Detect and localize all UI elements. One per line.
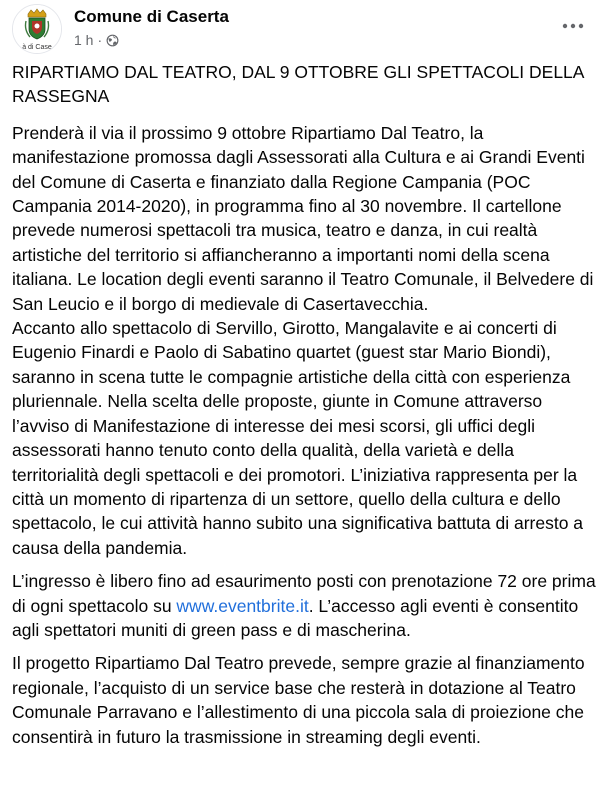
paragraph-3-text-before: L’ingresso è libero fino ad esaurimento posti con prenotazione 72 ore prima di ogni spettacolo su xyxy=(12,571,596,616)
paragraph-3-text-after: . L’accesso agli eventi è consentito agli spettatori muniti di green pass e di mascherina. xyxy=(12,595,579,640)
post-content xyxy=(12,60,597,749)
post-time[interactable]: 1 h xyxy=(74,32,94,48)
coat-of-arms-logo xyxy=(13,5,61,53)
page-name[interactable]: Comune di Caserta xyxy=(74,7,229,26)
globe-icon xyxy=(106,34,119,47)
post-paragraph-1: Prenderà il via il prossimo 9 ottobre Ripartiamo Dal Teatro, la manifestazione promossa dagli Assessorati alla Cultura e ai Grandi Eventi del Comune di Caserta e finanziato dalla Regione Campania (POC Campania 2014-2020), in programma fino al 30 novembre. Il cartellone prevede numerosi spettacoli tra musica, teatro e danza, in cui realtà artistiche del territorio si affiancheranno a importanti nomi della scena italiana. Le location degli eventi saranno il Teatro Comunale, il Belvedere di San Leucio e il borgo di medievale di Casertavecchia. xyxy=(12,122,594,314)
post-title: RIPARTIAMO DAL TEATRO, DAL 9 OTTOBRE GLI SPETTACOLI DELLA RASSEGNA xyxy=(12,62,584,107)
more-horizontal-icon xyxy=(562,23,584,29)
post-paragraph-2: Accanto allo spettacolo di Servillo, Girotto, Mangalavite e ai concerti di Eugenio Finardi e Paolo di Sabatino quartet (guest star Mario Biondi), saranno in scena tutte le compagnie artistiche della città con esperienza pluriennale. Nella scelta delle proposte, giunte in Comune attraverso l’avviso di Manifestazione di interesse dei mesi scorsi, gli uffici degli assessorati hanno tenuto conto della qualità, della varietà e della territorialità degli spettacoli e dei promotori. L’iniziativa rappresenta per la città un momento di ripartenza di un settore, quello della cultura e dello spettacolo, le cui attività hanno subito una significativa battuta di arresto a causa della pandemia. xyxy=(12,318,584,558)
more-options-button[interactable] xyxy=(555,14,591,38)
post-meta xyxy=(74,31,119,49)
post-header xyxy=(12,4,591,56)
page-avatar[interactable] xyxy=(12,4,62,54)
svg-text:à di Case: à di Case xyxy=(22,44,52,51)
post-paragraph-3 xyxy=(12,569,597,642)
eventbrite-link[interactable]: www.eventbrite.it xyxy=(176,595,309,616)
meta-separator: · xyxy=(97,32,103,48)
post-paragraph-4: Il progetto Ripartiamo Dal Teatro prevede, sempre grazie al finanziamento regionale, l’acquisto di un service base che resterà in dotazione al Teatro Comunale Parravano e l’allestimento di una piccola sala di proiezione che consentirà in futuro la trasmissione in streaming degli eventi. xyxy=(12,653,585,747)
